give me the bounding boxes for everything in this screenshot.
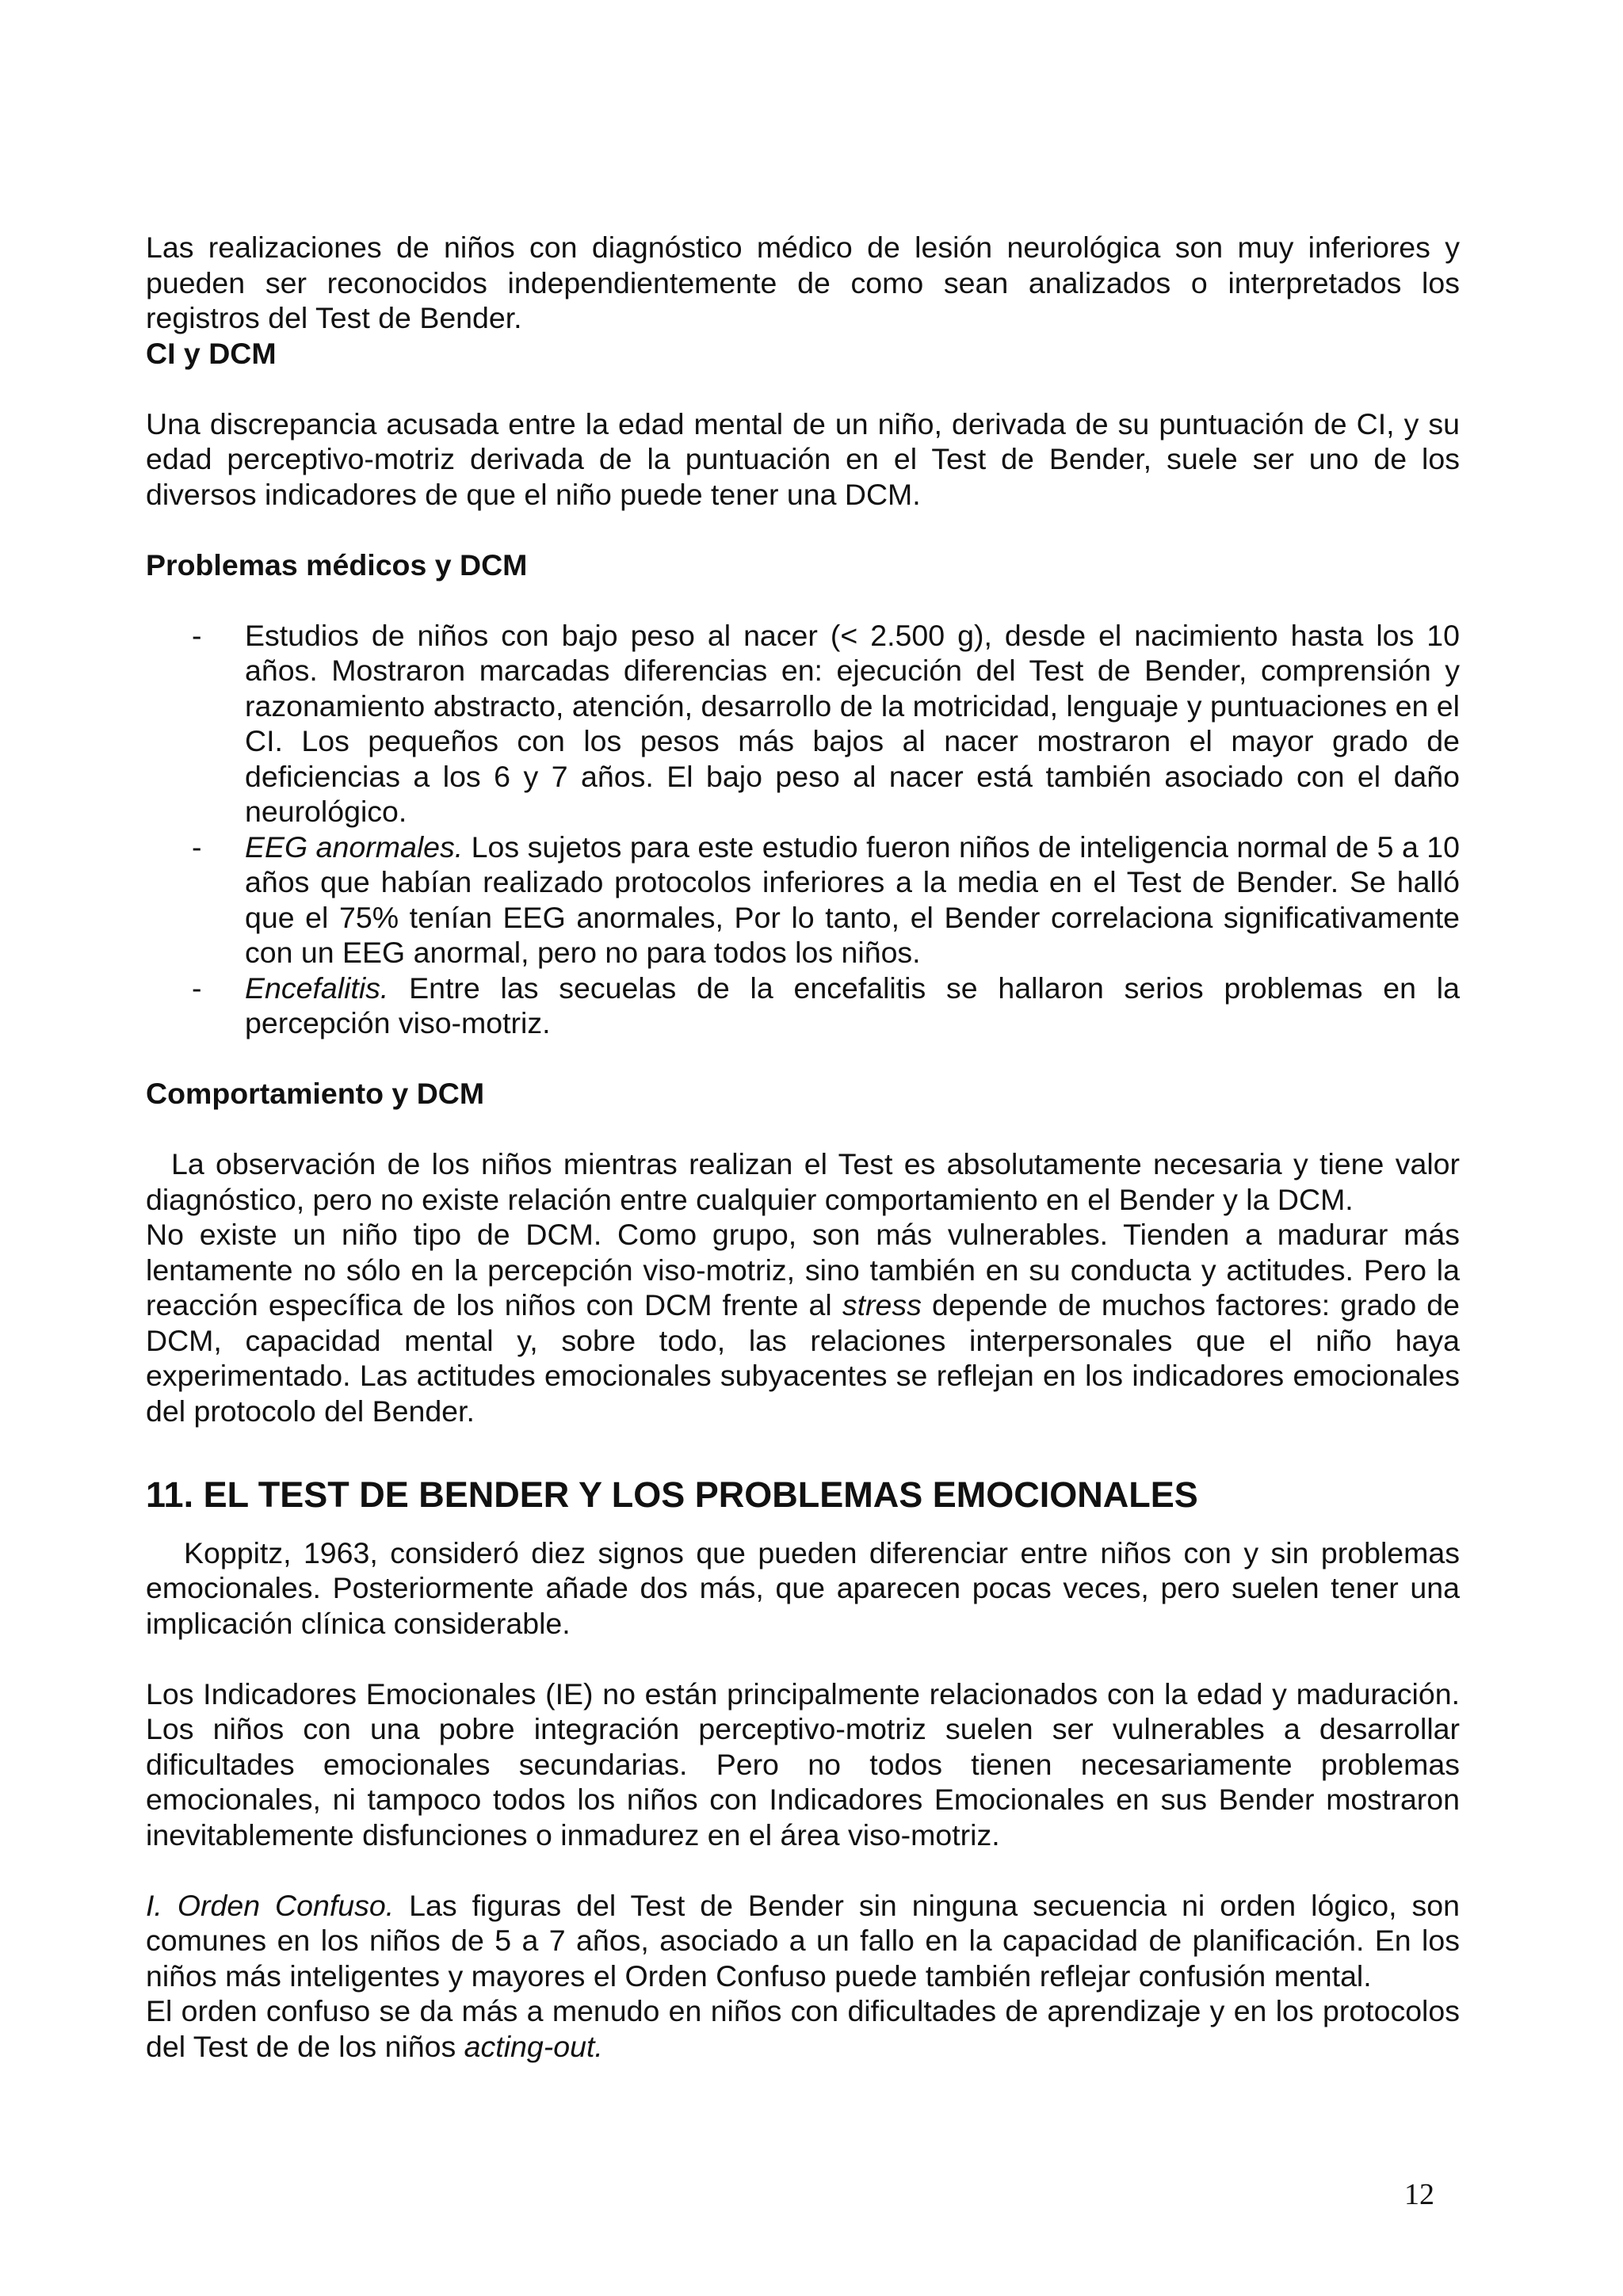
spacer	[146, 582, 1460, 618]
paragraph-lesion: Las realizaciones de niños con diagnóstico médico de lesión neurológica son muy inferiores y pueden ser reconocidos independientemente de como sean analizados o interpretados los registros del Test de Bender.	[146, 231, 1460, 334]
paragraph-orden-confuso-2	[146, 1993, 1460, 2064]
heading-comportamiento: Comportamiento y DCM	[146, 1077, 485, 1110]
text-run: No existe un niño tipo de DCM. Como grupo, son más vulnerables. Tienden a madurar más lentamente no sólo en la percepción viso-motriz, sino también en su conducta y actitudes. Pero la reacción específica de los niños con DCM frente al	[146, 1218, 1460, 1322]
spacer	[146, 1641, 1460, 1676]
paragraph-comportamiento-1: La observación de los niños mientras realizan el Test es absolutamente necesaria y tiene valor diagnóstico, pero no existe relación entre cualquier comportamiento en el Bender y la DCM.	[146, 1147, 1460, 1216]
paragraph-ci: Una discrepancia acusada entre la edad mental de un niño, derivada de su puntuación de CI, y su edad perceptivo-motriz derivada de la puntuación en el Test de Bender, suele ser uno de los diversos indicadores de que el niño puede tener una DCM.	[146, 406, 1460, 511]
spacer	[146, 1041, 1460, 1077]
dash-bullet: -	[192, 618, 202, 652]
document-page	[146, 230, 1460, 2064]
spacer	[146, 1428, 1460, 1464]
spacer	[146, 1464, 1460, 1474]
paragraph-comportamiento-2	[146, 1217, 1460, 1428]
list-item	[146, 830, 1460, 971]
section-title: 11. EL TEST DE BENDER Y LOS PROBLEMAS EMOCIONALES	[146, 1474, 1198, 1515]
paragraph-indicadores: Los Indicadores Emocionales (IE) no están principalmente relacionados con la edad y maduración. Los niños con una pobre integración perceptivo-motriz suelen ser vulnerables a desarrollar dificultades emocionales secundarias. Pero no todos tienen necesariamente problemas emocionales, ni tampoco todos los niños con Indicadores Emocionales en sus Bender mostraron inevitablemente disfunciones o inmadurez en el área viso-motriz.	[146, 1676, 1460, 1852]
page-number: 12	[1404, 2178, 1434, 2211]
medicos-list	[146, 618, 1460, 1041]
list-item-text: Estudios de niños con bajo peso al nacer (< 2.500 g), desde el nacimiento hasta los 10 años. Mostraron marcadas diferencias en: ejecución del Test de Bender, comprensión y razonamiento abstracto, atención, desarrollo de la motricidad, lenguaje y puntuaciones en el CI. Los pequeños con los pesos más bajos al nacer mostraron el mayor grado de deficiencias a los 6 y 7 años. El bajo peso al nacer está también asociado con el daño neurológico.	[245, 618, 1460, 828]
list-item-text: Los sujetos para este estudio fueron niños de inteligencia normal de 5 a 10 años que habían realizado protocolos inferiores a la media en el Test de Bender. Se halló que el 75% tenían EEG anormales, Por lo tanto, el Bender correlaciona significativamente con un EEG anormal, pero no para todos los niños.	[245, 830, 1460, 969]
list-item-text: Entre las secuelas de la encefalitis se hallaron serios problemas en la percepción viso-motriz.	[245, 971, 1460, 1039]
spacer	[146, 1852, 1460, 1888]
list-item-lead: Encefalitis.	[245, 971, 389, 1005]
spacer	[146, 371, 1460, 406]
list-item	[146, 618, 1460, 830]
spacer	[146, 1112, 1460, 1147]
list-item	[146, 971, 1460, 1041]
text-run-italic: I. Orden Confuso.	[146, 1888, 395, 1922]
heading-problemas-medicos: Problemas médicos y DCM	[146, 547, 528, 582]
paragraph-koppitz: Koppitz, 1963, consideró diez signos que pueden diferenciar entre niños con y sin problemas emocionales. Posteriormente añade dos más, que aparecen pocas veces, pero suelen tener una implicación clínica considerable.	[146, 1535, 1460, 1640]
paragraph-orden-confuso	[146, 1888, 1460, 1994]
dash-bullet: -	[192, 971, 202, 1005]
dash-bullet: -	[192, 830, 202, 864]
spacer	[146, 1526, 1460, 1535]
spacer	[146, 1516, 1460, 1526]
text-run-italic: acting-out.	[464, 2029, 603, 2063]
heading-ci-dcm: CI y DCM	[146, 336, 277, 370]
text-run: depende de muchos factores: grado de DCM, capacidad mental y, sobre todo, las relaciones interpersonales que el niño haya experimentado. Las actitudes emocionales subyacentes se reflejan en los indicadores emocionales del protocolo del Bender.	[146, 1288, 1461, 1428]
spacer	[146, 512, 1460, 547]
text-run-italic: stress	[842, 1288, 922, 1322]
list-item-lead: EEG anormales.	[245, 830, 464, 864]
text-run: El orden confuso se da más a menudo en niños con dificultades de aprendizaje y en los protocolos del Test de de los niños	[146, 1994, 1460, 2063]
text-run: Las figuras del Test de Bender sin ninguna secuencia ni orden lógico, son comunes en los niños de 5 a 7 años, asociado a un fallo en la capacidad de planificación. En los niños más inteligentes y mayores el Orden Confuso puede también reflejar confusión mental.	[146, 1888, 1460, 1993]
